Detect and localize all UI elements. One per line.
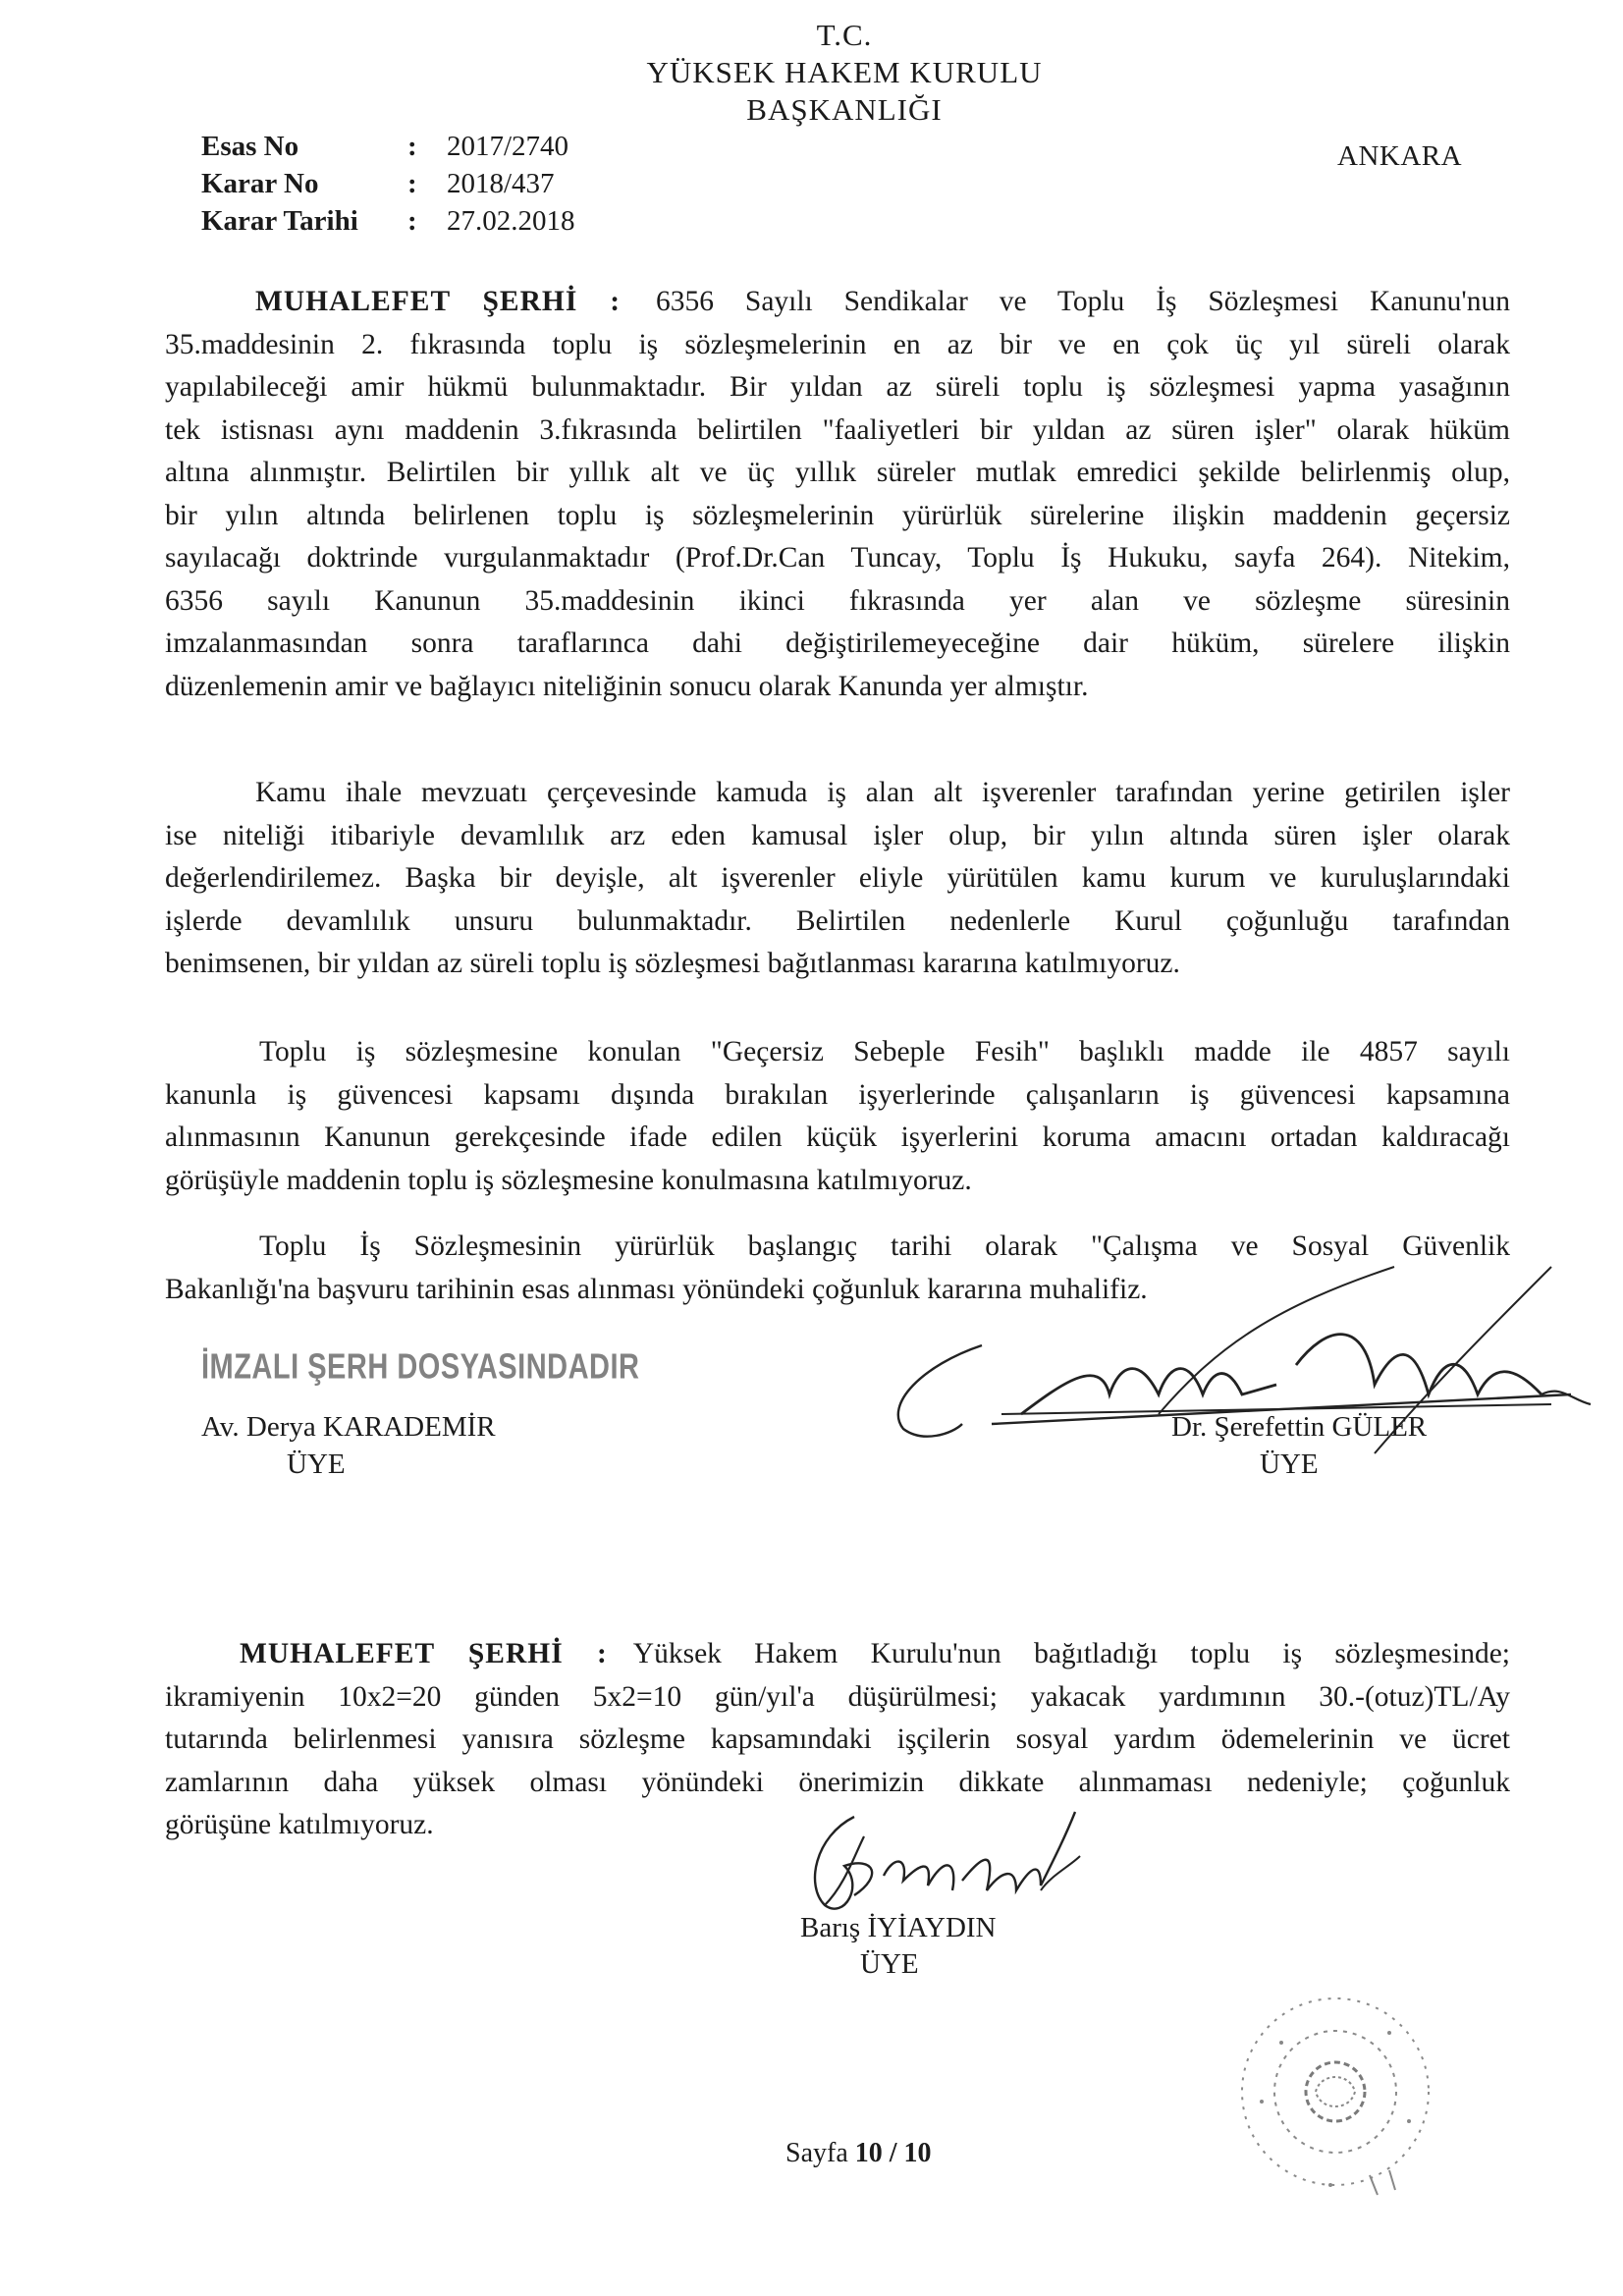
meta-value: 2017/2740 [447, 131, 569, 162]
meta-sep: : [407, 205, 417, 237]
meta-esas-no [201, 131, 568, 163]
paragraph-line: benimsenen, bir yıldan az süreli toplu iş sözleşmesi bağıtlanması kararına katılmıyoruz. [165, 948, 1180, 979]
dissent-first-line [165, 1633, 1510, 1676]
paragraph-line: görüşüyle maddenin toplu iş sözleşmesine konulmasına katılmıyoruz. [165, 1164, 972, 1196]
paragraph-line: işlerde devamlılık unsuru bulunmaktadır. Belirtilen nedenlerle Kurul çoğunluğu tarafından [165, 904, 1510, 937]
dissent-paragraph-2 [165, 772, 1510, 986]
signer-right-name: Dr. Şerefettin GÜLER [1171, 1411, 1428, 1443]
meta-sep: : [407, 131, 417, 162]
paragraph-line: ikramiyenin 10x2=20 günden 5x2=10 gün/yıl'a düşürülmesi; yakacak yardımının 30.-(otuz)TL/Ay [165, 1680, 1510, 1713]
header-city: ANKARA [1337, 140, 1463, 172]
paragraph-line: Toplu iş sözleşmesine konulan "Geçersiz Sebeple Fesih" başlıklı madde ile 4857 sayılı [259, 1036, 1510, 1067]
paragraph-line: Yüksek Hakem Kurulu'nun bağıtladığı toplu iş sözleşmesinde; [632, 1638, 1510, 1669]
paragraph-line: bir yılın altında belirlenen toplu iş sözleşmelerinin yürürlük sürelerine ilişkin maddenin geçersiz [165, 499, 1510, 531]
meta-value: 2018/437 [447, 168, 555, 199]
header-tc: T.C. [816, 18, 873, 52]
paragraph-line: 6356 sayılı Kanunun 35.maddesinin ikinci fıkrasında yer alan ve sözleşme süresinin [165, 584, 1510, 617]
paragraph-line: alınmasının Kanunun gerekçesinde ifade edilen küçük işyerlerini koruma amacını ortadan kaldıracağı [165, 1121, 1510, 1153]
dissent-first-line [165, 281, 1510, 324]
paragraph-line: imzalanmasından sonra taraflarınca dahi değiştirilemeyeceğine dair hüküm, sürelere ilişkin [165, 628, 1510, 659]
meta-value: 27.02.2018 [447, 205, 575, 237]
header-presidency: BAŞKANLIĞI [746, 92, 943, 127]
paragraph-line: zamlarının daha yüksek olması yönündeki önerimizin dikkate alınmaması nedeniyle; çoğunluk [165, 1766, 1510, 1798]
paragraph-line: altına alınmıştır. Belirtilen bir yıllık alt ve üç yıllık süreler mutlak emredici şekilde belirlenmiş olup, [165, 457, 1510, 488]
signer-name: Barış İYİAYDIN [800, 1912, 997, 1943]
paragraph-line: görüşüne katılmıyoruz. [165, 1809, 434, 1840]
paragraph-line: değerlendirilemez. Başka bir deyişle, alt işverenler eliyle yürütülen kamu kurum ve kuruluşlarındaki [165, 862, 1510, 894]
signer-left-name: Av. Derya KARADEMİR [201, 1411, 496, 1443]
page-label: Sayfa [785, 2138, 848, 2168]
signer-title: ÜYE [860, 1948, 919, 1980]
official-seal-icon [1222, 1974, 1448, 2210]
dissent-title: MUHALEFET ŞERHİ : [255, 286, 622, 317]
meta-label: Esas No [201, 131, 299, 162]
paragraph-line: Toplu İş Sözleşmesinin yürürlük başlangıç tarihi olarak "Çalışma ve Sosyal Güvenlik [259, 1230, 1510, 1262]
paragraph-line: 35.maddesinin 2. fıkrasında toplu iş sözleşmelerinin en az bir ve en çok üç yıl süreli olarak [165, 328, 1510, 360]
header-institution: YÜKSEK HAKEM KURULU [646, 55, 1043, 89]
paragraph-line: Kamu ihale mevzuatı çerçevesinde kamuda iş alan alt işverenler tarafından yerine getirilen işler [255, 777, 1510, 808]
meta-karar-tarihi [201, 205, 575, 238]
dissent-title-2: MUHALEFET ŞERHİ : [240, 1638, 608, 1669]
paragraph-line: düzenlemenin amir ve bağlayıcı niteliğinin sonucu olarak Kanunda yer almıştır. [165, 670, 1089, 702]
paragraph-line: tutarında belirlenmesi yanısıra sözleşme kapsamındaki işçilerin sosyal yardım ödemelerinin ve ücret [165, 1723, 1510, 1755]
paragraph-line: kanunla iş güvencesi kapsamı dışında bırakılan işyerlerinde çalışanların iş güvencesi kapsamına [165, 1078, 1510, 1111]
paragraph-line: 6356 Sayılı Sendikalar ve Toplu İş Sözleşmesi Kanunu'nun [656, 286, 1510, 317]
dissent-paragraph-1 [165, 281, 1510, 708]
paragraph-line: tek istisnası aynı maddenin 3.fıkrasında belirtilen "faaliyetleri bir yıldan az süren işler" olarak hüküm [165, 413, 1510, 446]
dissent-paragraph-3 [165, 1031, 1510, 1202]
paragraph-line: yapılabileceği amir hükmü bulunmaktadır. Bir yıldan az süreli toplu iş sözleşmesi yapma yasağının [165, 371, 1510, 403]
page-count: 10 / 10 [854, 2138, 932, 2168]
signer-left-title: ÜYE [287, 1449, 346, 1480]
meta-karar-no [201, 168, 555, 200]
meta-label: Karar No [201, 168, 319, 199]
page-number [785, 2138, 932, 2169]
meta-sep: : [407, 168, 417, 199]
signature-iyiaydin-icon [785, 1797, 1100, 1925]
meta-label: Karar Tarihi [201, 205, 358, 237]
signed-dissent-stamp: İMZALI ŞERH DOSYASINDADIR [201, 1347, 640, 1387]
paragraph-line: ise niteliği itibariyle devamlılık arz eden kamusal işler olup, bir yılın altında süren işler olarak [165, 819, 1510, 851]
paragraph-line: sayılacağı doktrinde vurgulanmaktadır (Prof.Dr.Can Tuncay, Toplu İş Hukuku, sayfa 264). Nitekim, [165, 542, 1510, 574]
signer-right-title: ÜYE [1260, 1449, 1319, 1480]
paragraph-line: Bakanlığı'na başvuru tarihinin esas alınması yönündeki çoğunluk kararına muhalifiz. [165, 1273, 1148, 1305]
